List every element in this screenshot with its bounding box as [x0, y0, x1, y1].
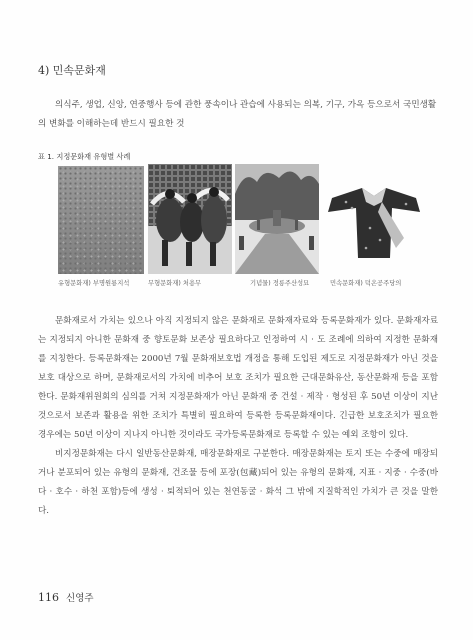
tomb-illustration: [235, 164, 319, 274]
page-footer: [38, 590, 94, 604]
author-name: 신영주: [66, 593, 94, 604]
image-label: 무형문화재) 처용무: [148, 280, 202, 287]
stone-tablet-photo: [58, 166, 144, 274]
dance-performance-photo: [148, 164, 232, 274]
body-paragraph: 문화재로서 가치는 있으나 아직 지정되지 않은 문화재로 문화재자료와 등록문화재가 있다. 문화재자료는 지정되지 아니한 문화재 중 향토문화 보존상 필요하다고 인정하여 시 · 도 조례에 의하여 지정한 문화재를 지칭한다. 등록문화재는 2000년 7월 문화재보호법 개정을 통해 도입된 제도로 지정문화재가 아닌 것을 보호 대상으로 하며, 문화재로서의 가치에 비추어 보호 조치가 필요한 근대문화유산, 동산문화재 등을 포함한다. 문화재위원회의 심의를 거쳐 지정문화재가 아닌 문화재 중 건설 · 제작 · 형성된 후 50년 이상이 지난 것으로서 보존과 활용을 위한 조치가 특별히 필요하여 등록한 등록문화재이다. 긴급한 보호조치가 필요한 경우에는 50년 이상이 지나지 아니한 것이라도 국가등록문화재로 등록할 수 있는 예외 조항이 있다.: [38, 316, 438, 440]
dance-illustration: [148, 164, 232, 274]
section-heading: 4) 민속문화재: [38, 64, 106, 77]
garment-illustration: [326, 178, 422, 268]
image-label: 유형문화재) 부명원룡지석: [58, 280, 130, 287]
page-number: 116: [38, 591, 59, 604]
image-label: 기념물) 정릉주산성묘: [250, 280, 310, 287]
body-paragraph: 비지정문화재는 다시 일반동산문화재, 매장문화재로 구분한다. 매장문화재는 토지 또는 수중에 매장되거나 분포되어 있는 유형의 문화재, 건조물 등에 포장(包藏)되어 있는 유형의 문화재, 지표 · 지중 · 수중(바다 · 호수 · 하천 포함)등에 생성 · 퇴적되어 있는 천연동굴 · 화석 그 밖에 지질학적인 가치가 큰 것을 말한다.: [38, 449, 438, 516]
dangui-garment-photo: [326, 178, 422, 268]
body-text: [38, 312, 438, 521]
image-label: 민속문화재) 덕온공주당의: [330, 280, 402, 287]
royal-tomb-photo: [235, 164, 319, 274]
table-caption: 표 1. 지정문화재 유형별 사례: [38, 152, 131, 161]
section-intro: 의식주, 생업, 신앙, 연중행사 등에 관한 풍속이나 관습에 사용되는 의복, 기구, 가옥 등으로서 국민생활의 변화를 이해하는데 반드시 필요한 것: [38, 100, 437, 129]
